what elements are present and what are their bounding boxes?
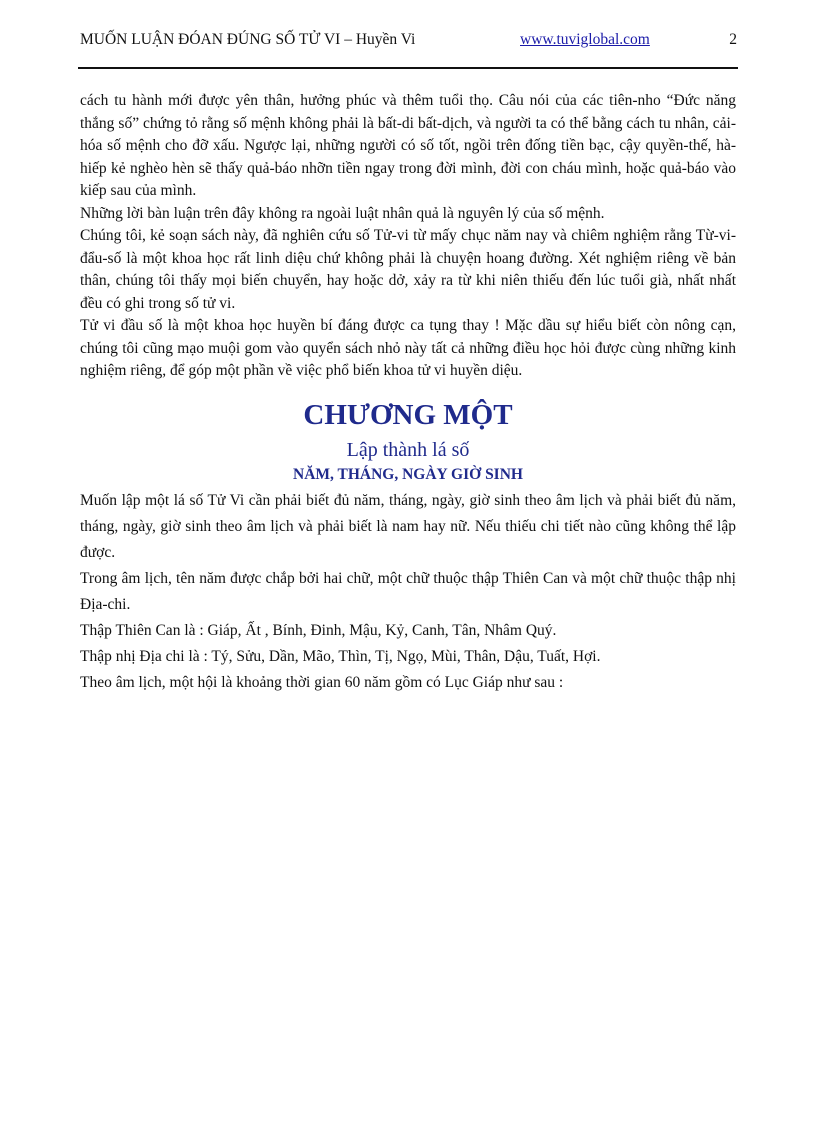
paragraph: Trong âm lịch, tên năm được chắp bởi hai chữ, một chữ thuộc thập Thiên Can và một chữ thuộc thập nhị Địa-chi.	[80, 570, 736, 613]
chapter-body	[80, 488, 736, 696]
paragraph: cách tu hành mới được yên thân, hưởng phúc và thêm tuổi thọ. Câu nói của các tiên-nho “Đức năng thắng số” chứng tỏ rằng số mệnh không phải là bất-di bất-dịch, và người ta có thể bằng cách tu nhân, cải-hóa số mệnh cho đỡ xấu. Ngược lại, những người có số tốt, ngồi trên đống tiền bạc, cậy quyền-thế, hà-hiếp kẻ nghèo hèn sẽ thấy quả-báo nhỡn tiền ngay trong đời mình, đời con cháu mình, hoặc quả-báo vào kiếp sau của mình.	[80, 92, 736, 199]
paragraph: Thập Thiên Can là : Giáp, Ất , Bính, Đinh, Mậu, Kỷ, Canh, Tân, Nhâm Quý.	[80, 622, 557, 639]
paragraph: Những lời bàn luận trên đây không ra ngoài luật nhân quả là nguyên lý của số mệnh.	[80, 204, 605, 222]
header-divider	[78, 67, 738, 69]
intro-section	[80, 90, 736, 383]
header-link[interactable]: www.tuviglobal.com	[520, 31, 650, 48]
paragraph: Theo âm lịch, một hội là khoảng thời gian 60 năm gồm có Lục Giáp như sau :	[80, 674, 564, 691]
page-number: 2	[729, 31, 737, 48]
page-header	[80, 29, 737, 51]
header-title: MUỐN LUẬN ĐÓAN ĐÚNG SỐ TỬ VI – Huyền Vi	[80, 31, 416, 48]
paragraph: Muốn lập một lá số Tử Vi cần phải biết đủ năm, tháng, ngày, giờ sinh theo âm lịch và phải biết đủ năm, tháng, ngày, giờ sinh theo âm lịch và phải biết là nam hay nữ. Nếu thiếu chi tiết nào cũng không thể lập được.	[80, 492, 736, 561]
paragraph: Thập nhị Địa chi là : Tý, Sửu, Dần, Mão, Thìn, Tị, Ngọ, Mùi, Thân, Dậu, Tuất, Hợi.	[80, 648, 601, 665]
section-heading: NĂM, THÁNG, NGÀY GIỜ SINH	[293, 466, 523, 483]
chapter-title: CHƯƠNG MỘT	[303, 399, 513, 431]
paragraph: Tử vi đầu số là một khoa học huyền bí đáng được ca tụng thay ! Mặc dầu sự hiểu biết còn nông cạn, chúng tôi cũng mạo muội gom vào quyển sách nhỏ này tất cả những điều học hỏi được cùng những kinh nghiệm riêng, để góp một phần về việc phổ biến khoa tử vi huyền diệu.	[80, 317, 736, 379]
chapter-subtitle: Lập thành lá số	[346, 439, 470, 461]
paragraph: Chúng tôi, kẻ soạn sách này, đã nghiên cứu số Tử-vi từ mấy chục năm nay và chiêm nghiệm rằng Từ-vi-đẩu-số là một khoa học rất linh diệu chứ không phải là chuyện hoang đường. Xét nghiệm riêng về bản thân, chúng tôi thấy mọi biến chuyển, hay hoặc dở, xảy ra từ khi niên thiếu đến lúc tuổi già, nhất nhất đều có ghi trong số tử vi.	[80, 227, 736, 312]
